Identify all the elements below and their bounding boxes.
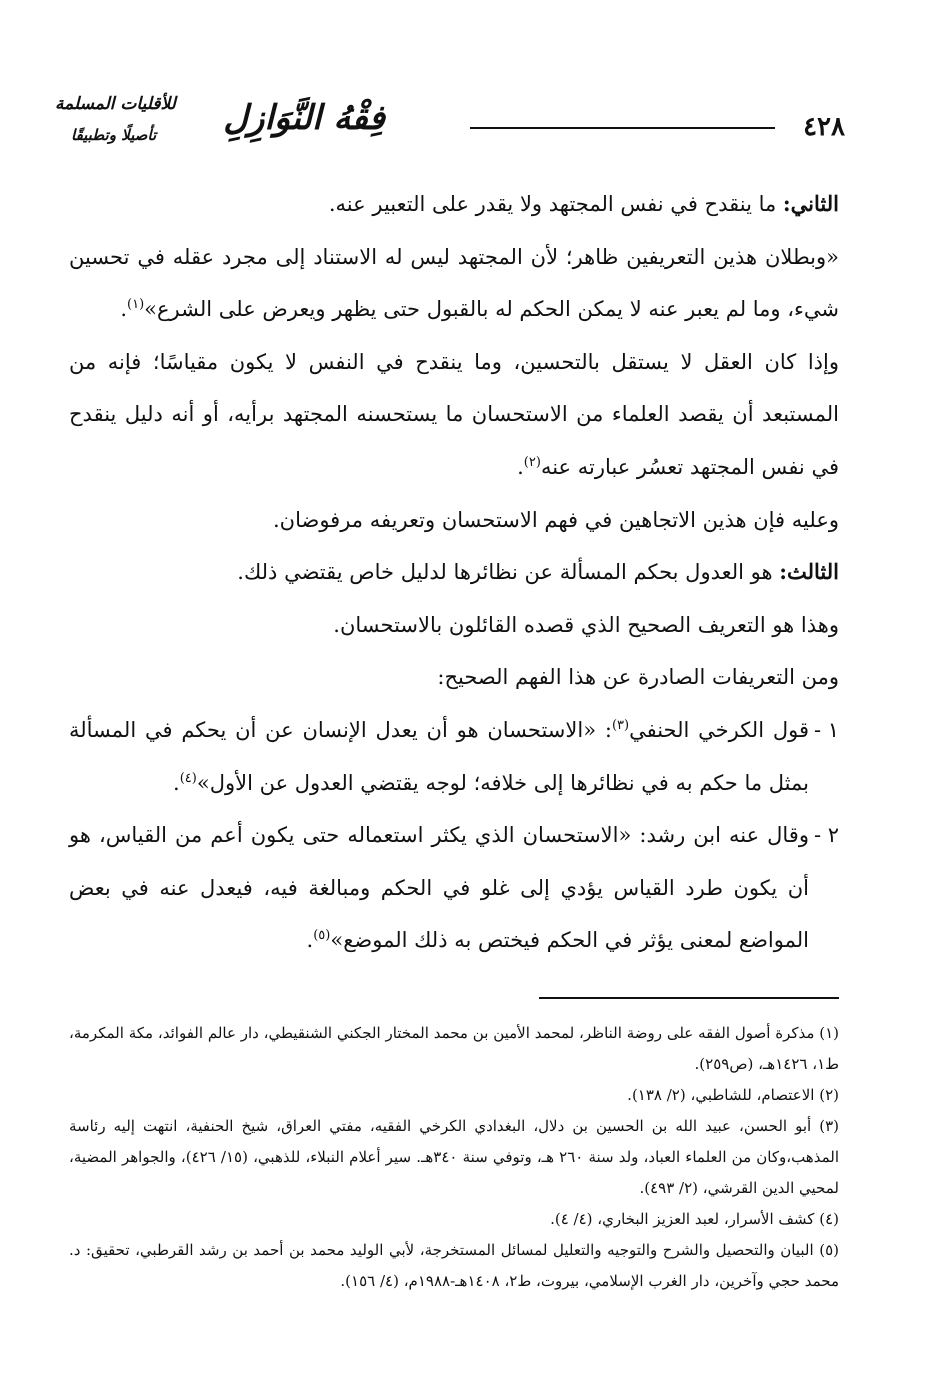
numbered-item bbox=[69, 704, 839, 809]
footnote: (١) مذكرة أصول الفقه على روضة الناظر، لمحمد الأمين بن محمد المختار الجكني الشنقيطي، دار عالم الفوائد، مكة المكرمة، ط١، ١٤٢٦هـ، (ص٢٥٩). bbox=[69, 1024, 839, 1073]
footnote: (٤) كشف الأسرار، لعبد العزيز البخاري، (٤/ ٤). bbox=[550, 1210, 839, 1228]
punctuation: . bbox=[517, 454, 524, 479]
page-number: ٤٢٨ bbox=[803, 112, 845, 142]
footnote-separator bbox=[539, 997, 839, 999]
paragraph bbox=[69, 494, 839, 547]
footnote: (٣) أبو الحسن، عبيد الله بن الحسين بن دلال، البغدادي الكرخي الفقيه، مفتي العراق، شيخ الحنفية، انتهت إليه رئاسة المذهب،وكان من العلماء العباد، ولد سنة ٢٦٠ هـ، وتوفي سنة ٣٤٠هـ. سير أعلام النبلاء، للذهبي، (١٥/ ٤٢٦)، والجواهر المضية، لمحيي الدين القرشي، (٢/ ٤٩٣). bbox=[69, 1117, 839, 1197]
book-title-side: للأقليات المسلمة bbox=[55, 94, 176, 114]
book-title-subtitle: تأصيلًا وتطبيقًا bbox=[71, 126, 157, 144]
footnote: (٥) البيان والتحصيل والشرح والتوجيه والتعليل لمسائل المستخرجة، لأبي الوليد محمد بن أحمد بن رشد القرطبي، تحقيق: د. محمد حجي وآخرين، دار الغرب الإسلامي، بيروت، ط٢، ١٤٠٨هـ-١٩٨٨م، (٤/ ١٥٦). bbox=[69, 1241, 839, 1290]
paragraph bbox=[69, 599, 839, 652]
book-title bbox=[55, 84, 385, 154]
page-header bbox=[55, 78, 845, 158]
item-text: قول الكرخي الحنفي bbox=[629, 717, 809, 742]
footnote: (٢) الاعتصام، للشاطبي، (٢/ ١٣٨). bbox=[627, 1086, 839, 1104]
main-text bbox=[69, 178, 839, 967]
numbered-item bbox=[69, 809, 839, 967]
paragraph bbox=[69, 546, 839, 599]
punctuation: . bbox=[306, 928, 314, 953]
quote-paragraph bbox=[69, 231, 839, 336]
paragraph-text: وهذا هو التعريف الصحيح الذي قصده القائلون بالاستحسان. bbox=[333, 612, 839, 637]
header-rule bbox=[470, 127, 775, 129]
footnote-ref[interactable]: (٣) bbox=[611, 717, 630, 733]
punctuation: . bbox=[120, 297, 128, 322]
punctuation: . bbox=[173, 770, 180, 795]
paragraph-text: وعليه فإن هذين الاتجاهين في فهم الاستحسان وتعريفه مرفوضان. bbox=[273, 507, 839, 532]
footnote-ref[interactable]: (٥) bbox=[313, 928, 331, 944]
paragraph-text: ما ينقدح في نفس المجتهد ولا يقدر على التعبير عنه. bbox=[328, 192, 783, 216]
paragraph-text: «وبطلان هذين التعريفين ظاهر؛ لأن المجتهد ليس له الاستناد إلى مجرد عقله في تحسين شيء، وما لم يعبر عنه لا يمكن الحكم له بالقبول حتى يظهر ويعرض على الشرع» bbox=[69, 244, 839, 322]
item-text: : «الاستحسان هو أن يعدل الإنسان عن أن يحكم في المسألة بمثل ما حكم به في نظائرها إلى خلافه؛ لوجه يقتضي العدول عن الأول» bbox=[69, 717, 809, 795]
paragraph-text: ومن التعريفات الصادرة عن هذا الفهم الصحيح: bbox=[437, 665, 839, 690]
paragraph-text: هو العدول بحكم المسألة عن نظائرها لدليل خاص يقتضي ذلك. bbox=[237, 560, 780, 585]
paragraph bbox=[69, 336, 839, 494]
paragraph bbox=[69, 178, 839, 231]
paragraph bbox=[69, 651, 839, 704]
paragraph-lead: الثاني: bbox=[782, 191, 839, 216]
item-text: وقال عنه ابن رشد: «الاستحسان الذي يكثر استعماله حتى يكون أعم من القياس، هو أن يكون طرد القياس يؤدي إلى غلو في الحكم ومبالغة فيه، فيعدل عنه في بعض المواضع لمعنى يؤثر في الحكم فيختص به ذلك الموضع» bbox=[69, 823, 809, 953]
paragraph-text: وإذا كان العقل لا يستقل بالتحسين، وما ينقدح في النفس لا يكون مقياسًا؛ فإنه من المستبعد أن يقصد العلماء من الاستحسان ما يستحسنه المجتهد برأيه، أو أنه دليل ينقدح في نفس المجتهد تعسُر عبارته عنه bbox=[69, 349, 839, 479]
item-number: ١ - bbox=[813, 717, 839, 742]
book-title-main: فِقْهُ النَّوَازِلِ bbox=[223, 98, 385, 138]
footnotes bbox=[69, 1018, 839, 1297]
footnote-ref[interactable]: (٢) bbox=[523, 454, 541, 470]
footnote-ref[interactable]: (١) bbox=[127, 297, 145, 313]
item-number: ٢ - bbox=[813, 823, 839, 848]
footnote-ref[interactable]: (٤) bbox=[179, 770, 197, 786]
paragraph-lead: الثالث: bbox=[779, 559, 839, 585]
